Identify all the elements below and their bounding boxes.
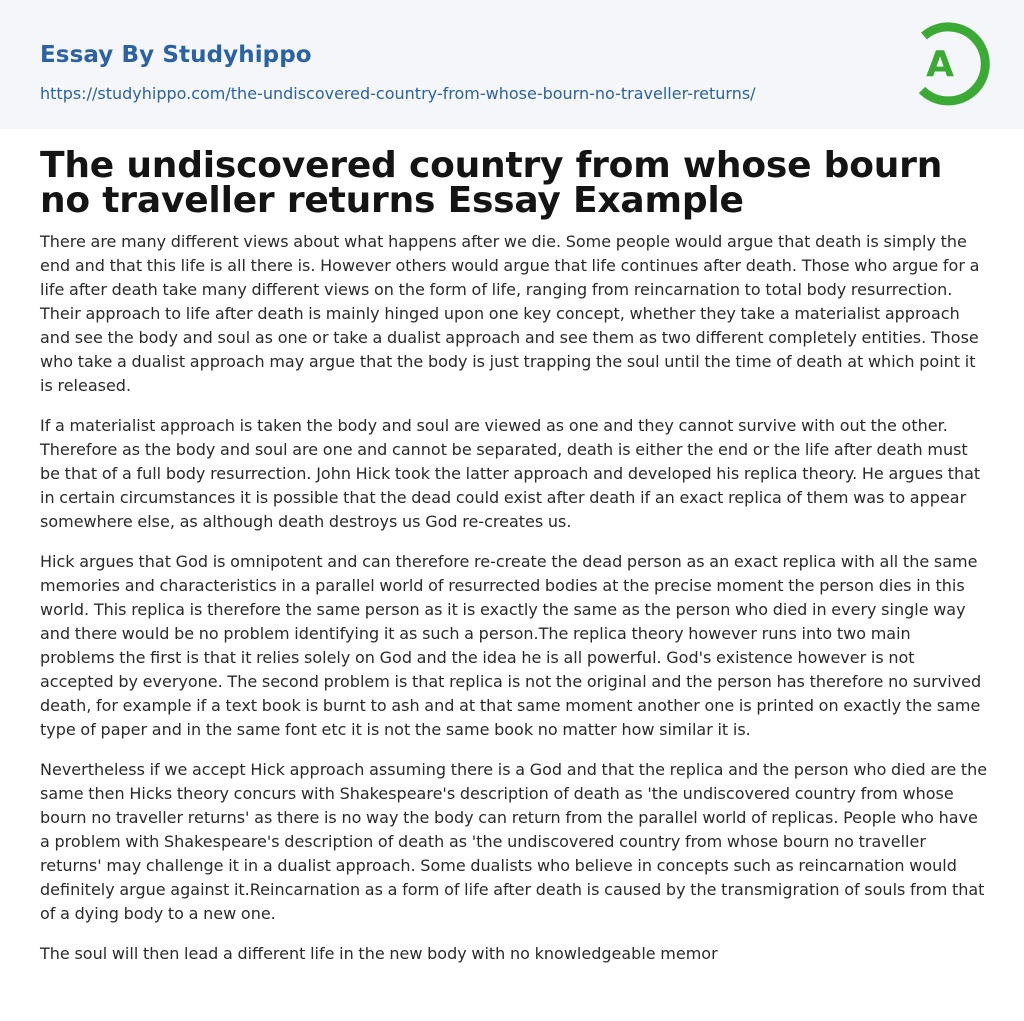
article (40, 145, 988, 982)
article-body (40, 230, 988, 966)
site-header (0, 0, 1024, 129)
site-brand[interactable]: Essay By Studyhippo (40, 42, 312, 68)
paragraph: There are many different views about what happens after we die. Some people would argue that death is simply the end and that this life is all there is. However others would argue that life continues after death. Those who argue for a life after death take many different views on the form of life, ranging from reincarnation to total body resurrection. Their approach to life after death is mainly hinged upon one key concept, whether they take a materialist approach and see the body and soul as one or take a dualist approach and see them as two different completely entities. Those who take a dualist approach may argue that the body is just trapping the soul until the time of death at which point it is released. (40, 232, 980, 395)
logo-letter: A (926, 44, 954, 85)
studyhippo-logo-icon[interactable] (908, 16, 990, 108)
paragraph: The soul will then lead a different life in the new body with no knowledgeable memor (40, 944, 718, 963)
paragraph: Nevertheless if we accept Hick approach assuming there is a God and that the replica and the person who died are the same then Hicks theory concurs with Shakespeare's description of death as 'the undiscovered country from whose bourn no traveller returns' as there is no way the body can return from the parallel world of replicas. People who have a problem with Shakespeare's description of death as 'the undiscovered country from whose bourn no traveller returns' may challenge it in a dualist approach. Some dualists who believe in concepts such as reincarnation would definitely argue against it.Reincarnation as a form of life after death is caused by the transmigration of souls from that of a dying body to a new one. (40, 760, 988, 923)
page-title: The undiscovered country from whose bourn no traveller returns Essay Example (40, 145, 943, 221)
paragraph: If a materialist approach is taken the body and soul are viewed as one and they cannot survive with out the other. Therefore as the body and soul are one and cannot be separated, death is either the end or the life after death must be that of a full body resurrection. John Hick took the latter approach and developed his replica theory. He argues that in certain circumstances it is possible that the dead could exist after death if an exact replica of them was to appear somewhere else, as although death destroys us God re-creates us. (40, 416, 981, 531)
essay-url-link[interactable]: https://studyhippo.com/the-undiscovered-country-from-whose-bourn-no-traveller-returns/ (40, 84, 756, 103)
paragraph: Hick argues that God is omnipotent and can therefore re-create the dead person as an exact replica with all the same memories and characteristics in a parallel world of resurrected bodies at the precise moment the person dies in this world. This replica is therefore the same person as it is exactly the same as the person who died in every single way and there would be no problem identifying it as such a person.The replica theory however runs into two main problems the first is that it relies solely on God and the idea he is all powerful. God's existence however is not accepted by everyone. The second problem is that replica is not the original and the person has therefore no survived death, for example if a text book is burnt to ash and at that same moment another one is printed on exactly the same type of paper and in the same font etc it is not the same book no matter how similar it is. (40, 552, 982, 739)
